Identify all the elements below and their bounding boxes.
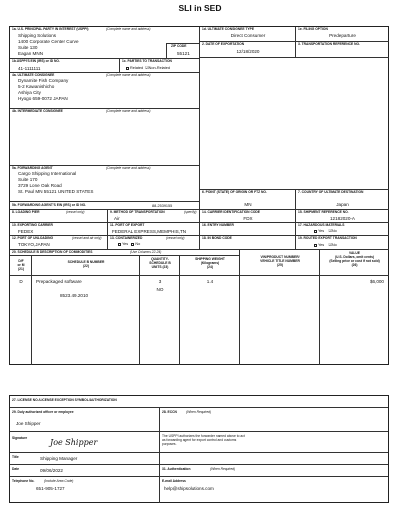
hazmat-no-checkbox[interactable]: ☑	[328, 229, 332, 233]
usppi-city: Eagan MNN	[18, 51, 44, 56]
field-2-label: 2. DATE OF EXPORTATION	[202, 42, 245, 46]
col-value-line2: (U.S. Dollars, omit cents)	[334, 255, 375, 259]
field-5a-forwarding-agent	[10, 166, 200, 202]
field-3	[296, 42, 389, 58]
field-4a-label: 4a. ULTIMATE CONSIGNEE	[12, 73, 55, 77]
routed-no-checkbox[interactable]: ☑	[328, 243, 332, 247]
col-vin-line2: VEHICLE TITLE NUMBER	[260, 259, 300, 263]
field-4b-label: 4b. INTERMEDIATE CONSIGNEE	[12, 109, 63, 113]
title-label: Title	[12, 455, 19, 459]
agent-address-2: 3729 Lone Oak Road	[18, 183, 62, 188]
usppi-name: Shipping Solutions	[18, 33, 57, 38]
col-dfm	[10, 256, 32, 276]
item-schedule-b: 8523.49.2010	[60, 293, 89, 298]
agent-city: St. Paul MN 55121 UNITED STATES	[18, 189, 94, 194]
col-value	[320, 250, 389, 276]
field-15	[296, 210, 389, 223]
field-9-label: 9. METHOD OF TRANSPORTATION	[110, 210, 165, 214]
routed-yes-checkbox[interactable]	[314, 244, 317, 247]
field-13	[108, 236, 200, 250]
field-1c-label: 1c. PARTIES TO TRANSACTION	[122, 59, 172, 63]
routed-no-label: No	[331, 243, 337, 247]
usppi-address-1: 1400 Corporate Center Curve	[18, 39, 79, 44]
field-10-label: 10. EXPORTING CARRIER	[12, 223, 53, 227]
consignee-type-value: Direct Consumer	[230, 33, 266, 38]
port-of-unloading-value: TOKYO,JAPAN	[18, 242, 50, 247]
date-row	[10, 465, 160, 477]
date-label: Date	[12, 467, 20, 471]
signature-row	[10, 432, 160, 453]
blank-title-right	[160, 453, 388, 465]
item-value: $6,000	[369, 279, 384, 284]
field-7	[296, 190, 389, 210]
field-18	[200, 236, 296, 250]
hazmat-yes-label: Yes	[318, 229, 325, 233]
containerized-no-label: No	[135, 242, 141, 246]
col-value-line1: VALUE	[349, 251, 360, 255]
col-schedule-b	[32, 256, 140, 276]
field-6-label: 6. POINT (STATE) OF ORIGIN OR FTZ NO.	[202, 190, 267, 194]
col-dfm-line3: (21)	[18, 267, 24, 271]
field-16-label: 16. ENTRY NUMBER	[202, 223, 234, 227]
item-value-cell	[320, 276, 389, 365]
zip-label: ZIP CODE	[171, 44, 187, 48]
sed-form-main	[9, 26, 389, 365]
non-related-checkbox[interactable]: ☑	[145, 66, 149, 70]
phone-label: Telephone No.	[12, 479, 35, 483]
field-zip	[166, 43, 200, 58]
carrier-code-value: FDX	[243, 216, 253, 221]
col-weight-line2: (Kilograms)	[200, 261, 220, 265]
item-vin-cell	[240, 276, 320, 365]
consignee-name: Dynamite Fish Company	[18, 78, 69, 83]
document-title: SLI in SED	[178, 3, 222, 13]
field-4a-ultimate-consignee	[10, 73, 200, 109]
email-value: help@shipsolutions.com	[164, 486, 214, 491]
hazmat-yes-checkbox[interactable]	[314, 230, 317, 233]
field-5b	[10, 202, 200, 210]
field-28-label: 28. ECCN	[162, 410, 177, 414]
item-quantity-cell	[140, 276, 180, 365]
field-1b	[10, 58, 120, 73]
destination-country-value: Japan	[336, 202, 349, 207]
export-date-value: 12/18/2020	[236, 49, 260, 54]
col-value-line4: (26)	[351, 263, 358, 267]
col-weight	[180, 256, 240, 276]
field-17	[296, 223, 389, 236]
authorize-line1: The USPPI authorizes the forwarder named above to act	[162, 434, 245, 438]
field-4a-hint: (Complete name and address)	[106, 73, 151, 77]
authorization-text	[160, 432, 388, 453]
col-weight-line1: SHIPPING WEIGHT	[195, 257, 225, 261]
col-value-line3: (Selling price or cost if not sold)	[329, 259, 380, 263]
field-7-label: 7. COUNTRY OF ULTIMATE DESTINATION	[298, 190, 364, 194]
field-27	[10, 396, 388, 408]
exporting-carrier-value: FEDEX	[18, 229, 34, 234]
item-quantity: 3	[158, 279, 162, 284]
authorize-line3: purposes.	[162, 442, 177, 446]
field-1d	[200, 27, 296, 42]
field-5a-label: 5a. FORWARDING AGENT	[12, 166, 53, 170]
phone-row	[10, 477, 160, 503]
field-1a-label: 1a. U.S. PRINCIPAL PARTY IN INTEREST (USPPI)	[12, 27, 89, 31]
field-14	[200, 210, 296, 223]
related-label: Related	[130, 66, 144, 70]
containerized-yes-label: Yes	[122, 242, 129, 246]
field-11-label: 11. PORT OF EXPORT	[110, 223, 145, 227]
field-13-label: 13. CONTAINERIZED	[110, 236, 143, 240]
origin-state-value: MN	[244, 202, 252, 207]
shipment-ref-value: 12182020-A	[329, 216, 356, 221]
field-31	[160, 465, 388, 477]
filing-option-value: Predeparture	[329, 33, 356, 38]
field-1d-label: 1d. ULTIMATE CONSIGNEE TYPE	[202, 27, 255, 31]
sed-form-authorization	[9, 395, 389, 503]
title-row	[10, 453, 160, 465]
field-29	[10, 408, 160, 432]
col-quantity	[140, 256, 180, 276]
field-28	[160, 408, 388, 432]
col-dfm-line2: or M	[17, 263, 25, 267]
item-schedule-b-cell	[32, 276, 140, 365]
field-17-label: 17. HAZARDOUS MATERIALS	[298, 223, 345, 227]
usppi-ein-value: 41-1111111	[18, 66, 41, 71]
routed-yes-label: Yes	[318, 243, 325, 247]
related-checkbox[interactable]	[126, 67, 129, 70]
non-related-label: Non-Related	[148, 66, 170, 70]
phone-value: 651-905-1727	[36, 486, 65, 491]
title-value: Shipping Manager	[40, 456, 78, 461]
email-label: E-mail Address	[162, 479, 186, 483]
field-3-label: 3. TRANSPORTATION REFERENCE NO.	[298, 42, 360, 46]
blank-right-area	[200, 58, 389, 190]
port-of-export-value: FEDERAL EXPRESS,MEMPHIS,TN	[112, 229, 187, 234]
field-9-hint: (specify)	[184, 210, 197, 214]
field-15-label: 15. SHIPMENT REFERENCE NO.	[298, 210, 349, 214]
item-dfm-cell	[10, 276, 32, 365]
date-value: 09/06/2022	[40, 468, 63, 473]
field-18-label: 18. IN BOND CODE	[202, 236, 232, 240]
containerized-no-checkbox[interactable]	[131, 243, 134, 246]
agent-address-1: Suite 170	[18, 177, 38, 182]
consignee-city: Hyogo 659-0072 JAPAN	[18, 96, 68, 101]
field-5a-hint: (Complete name and address)	[106, 166, 151, 170]
field-12-label: 12. PORT OF UNLOADING	[12, 236, 54, 240]
field-1b-label: 1b.USPPI'S EIN (IRS) or ID NO.	[12, 59, 60, 63]
field-2	[200, 42, 296, 58]
field-4b-intermediate-consignee	[10, 109, 200, 166]
field-16	[200, 223, 296, 236]
field-20-hint: (Use Columns 22-24)	[130, 250, 162, 254]
col-schedb-line1: SCHEDULE B NUMBER	[67, 260, 105, 264]
item-description: Prepackaged software	[36, 279, 82, 284]
email-row	[160, 477, 388, 503]
field-11	[108, 223, 200, 236]
field-5b-label: 5b. FORWARDING AGENT'S EIN (IRS) or ID NO.	[12, 203, 87, 207]
transport-method-value: Air	[114, 216, 120, 221]
field-12-hint: (vessel and air only)	[72, 236, 102, 240]
consignee-address-1: 5-2 Kawanishicho	[18, 84, 55, 89]
consignee-address-2: Ashiya City	[18, 90, 41, 95]
field-8	[10, 210, 108, 223]
signature-label: Signature	[12, 436, 28, 440]
field-27-label: 27. LICENSE NO./LICENSE EXCEPTION SYMBOL/AUTHORIZATION	[12, 398, 117, 402]
field-8-hint: (vessel only)	[66, 210, 85, 214]
col-dfm-line1: D/F	[18, 259, 24, 263]
field-9	[108, 210, 200, 223]
field-4b-hint: (Complete name and address)	[106, 109, 151, 113]
field-19	[296, 236, 389, 250]
col-vin-line1: VIN/PRODUCT NUMBER/	[260, 255, 300, 259]
zip-value: 55121	[177, 51, 190, 56]
authorize-line2: as forwarding agent for export control and customs	[162, 438, 237, 442]
col-vin-line3: (25)	[277, 263, 283, 267]
field-1a-hint: (Complete name and address)	[106, 27, 151, 31]
usppi-address-2: Suite 130	[18, 45, 38, 50]
field-20-label: 20. SCHEDULE B DESCRIPTION OF COMMODITIES	[12, 250, 93, 254]
signature-value: Joe Shipper	[50, 438, 98, 447]
item-unit: NO	[156, 287, 164, 292]
field-8-label: 8. LOADING PIER	[12, 210, 40, 214]
field-28-hint: (When Required)	[186, 410, 212, 414]
field-13-hint: (vessel only)	[166, 236, 185, 240]
item-weight: 1.4	[206, 279, 214, 284]
containerized-yes-checkbox[interactable]	[118, 243, 121, 246]
field-6	[200, 190, 296, 210]
officer-name: Joe Shipper	[16, 421, 41, 426]
item-weight-cell	[180, 276, 240, 365]
col-qty-line3: UNITS (23)	[151, 265, 169, 269]
field-29-label: 29. Duly authorized officer or employee	[12, 410, 74, 414]
col-qty-line2: SCHEDULE B	[149, 261, 171, 265]
agent-name: Cargo Shipping International	[18, 171, 77, 176]
field-1e-label: 1e. FILING OPTION	[298, 27, 328, 31]
hazmat-no-label: No	[331, 229, 337, 233]
field-12	[10, 236, 108, 250]
field-14-label: 14. CARRIER IDENTIFICATION CODE	[202, 210, 261, 214]
field-1c	[120, 58, 200, 73]
field-31-hint: (When Required)	[210, 467, 236, 471]
col-weight-line3: (24)	[207, 265, 213, 269]
agent-ein-value: 88-2539155	[152, 204, 173, 208]
item-dfm: D	[19, 279, 23, 284]
field-1e	[296, 27, 389, 42]
col-schedb-line2: (22)	[83, 264, 89, 268]
field-10	[10, 223, 108, 236]
col-vin	[240, 250, 320, 276]
field-31-label: 31. Authentication	[162, 467, 191, 471]
phone-hint: (Include Area Code)	[44, 479, 74, 483]
field-19-label: 19. ROUTED EXPORT TRANSACTION	[298, 236, 357, 240]
col-qty-line1: QUANTITY-	[151, 257, 169, 261]
